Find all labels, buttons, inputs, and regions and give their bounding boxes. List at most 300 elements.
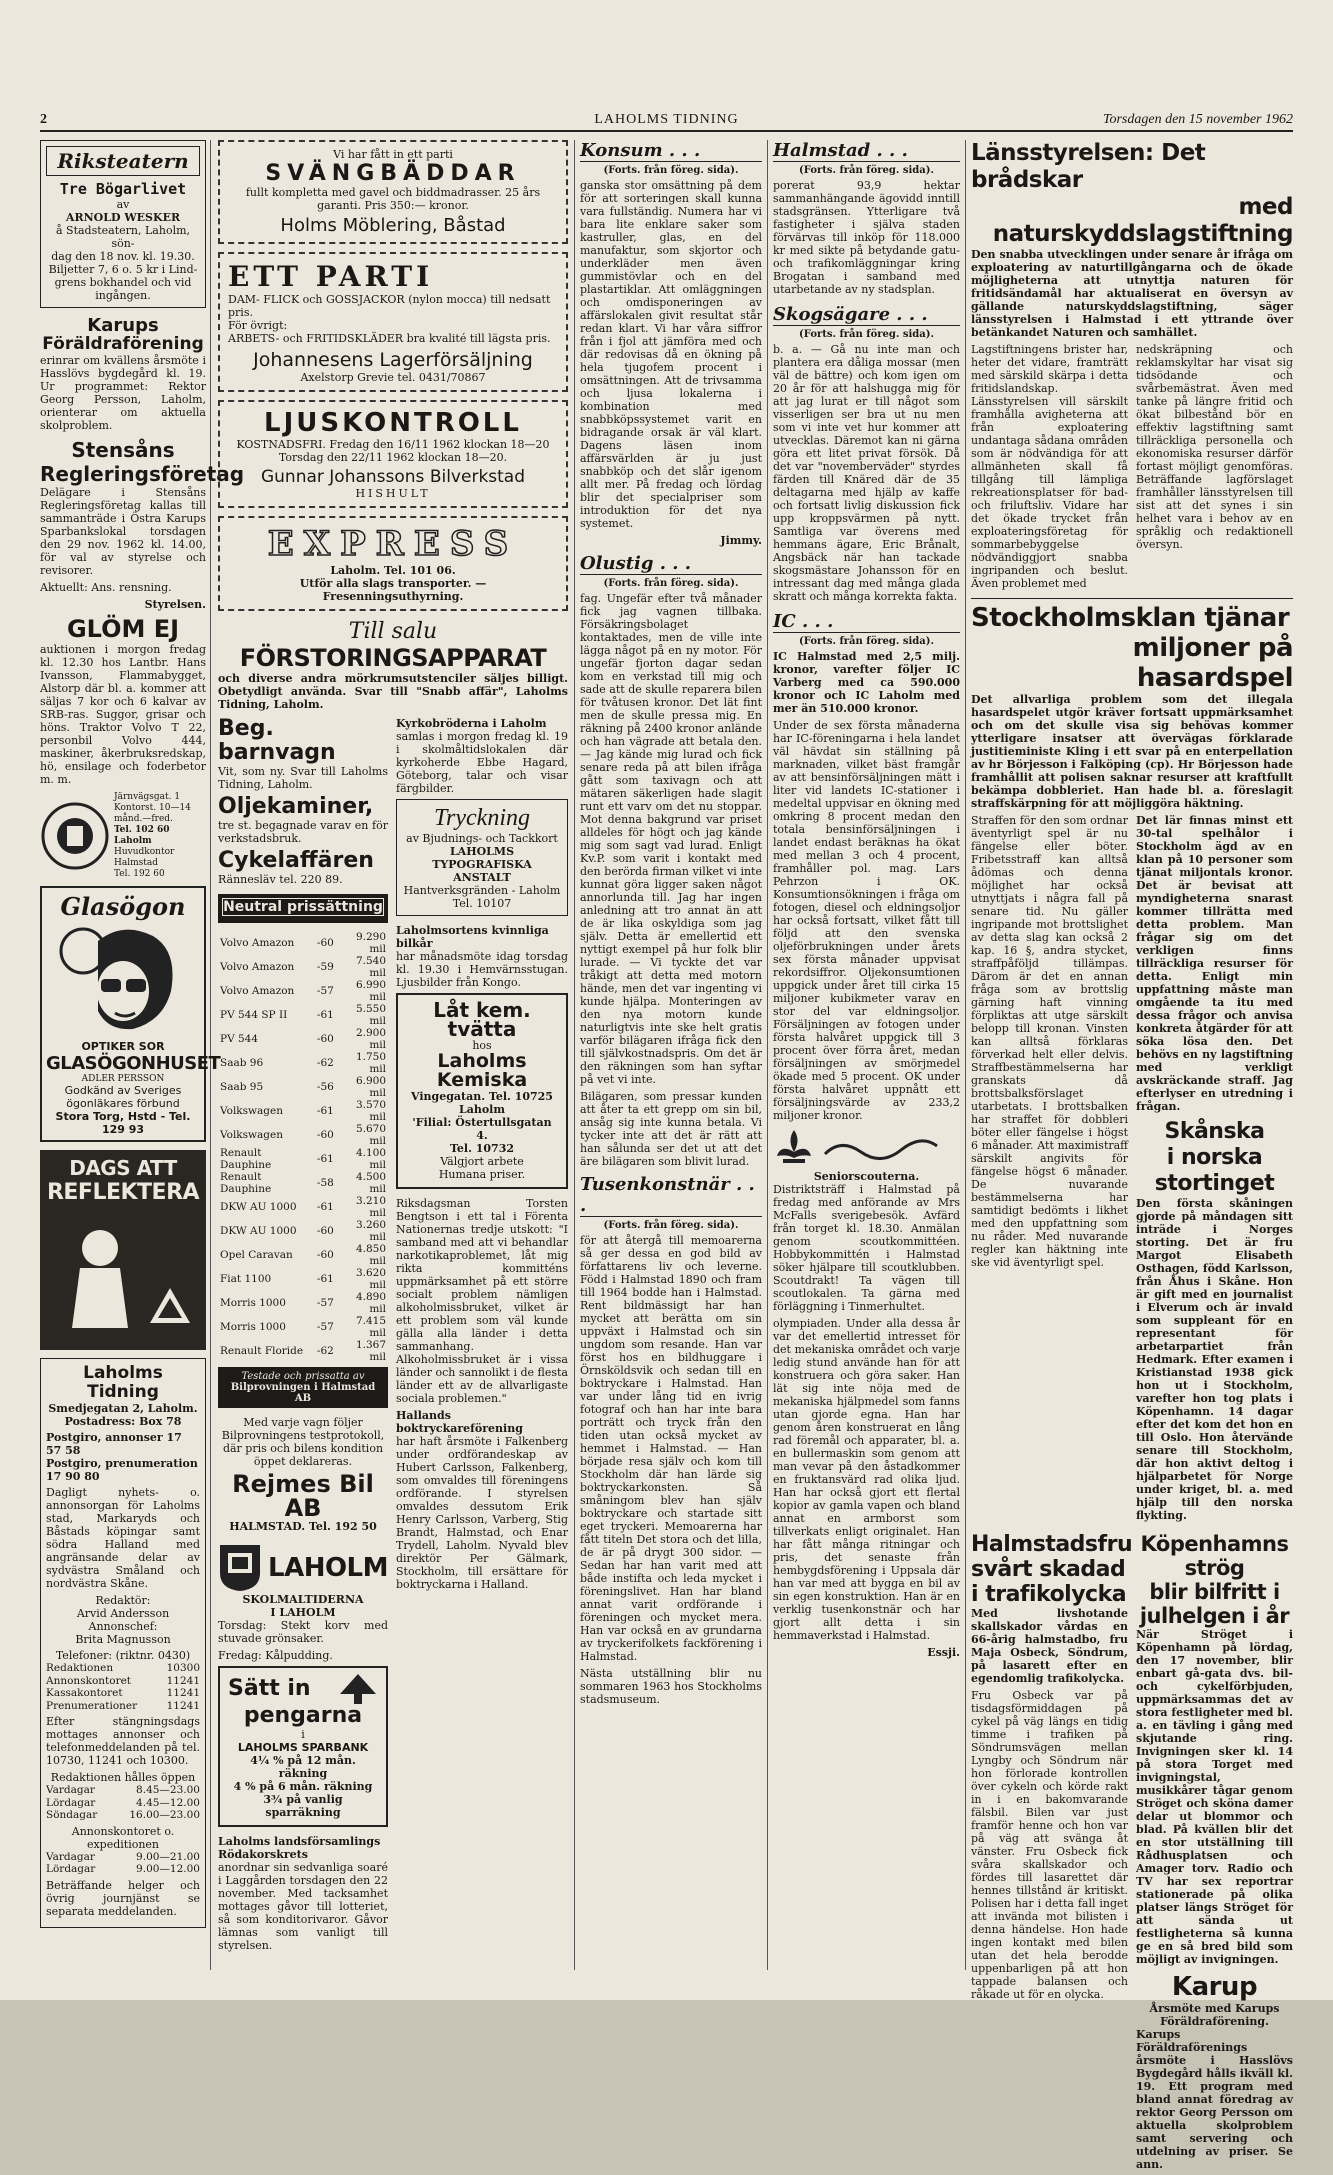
hours-label: Söndagar [46, 1809, 98, 1821]
car-model: Volvo Amazon [220, 985, 295, 997]
forsakring-line: Halmstad [114, 858, 158, 868]
bilkar-title: Laholmsortens kvinnliga bilkår [396, 924, 549, 950]
konsum-head [580, 140, 762, 162]
page-number: 2 [40, 112, 47, 127]
ljuskontroll-line: KOSTNADSFRI. Fredag den 16/11 1962 klockan 18—20 [236, 438, 550, 451]
tidning-info [40, 1358, 206, 1928]
skanska-subtitle: i norska [1166, 1145, 1263, 1170]
riksteatern-line: grens bokhandel och vid [54, 276, 192, 289]
car-mileage: 3.570 mil [355, 1099, 386, 1123]
car-year: -60 [316, 937, 334, 949]
car-mileage: 9.290 mil [355, 931, 386, 955]
forsakring-line: Huvudkontor [114, 847, 175, 857]
tidning-footer: Beträffande helger och övrig journjänst se separata meddelanden. [46, 1878, 200, 1918]
tusen-tail: Nästa utställning blir nu sommaren 1963 hos Stockholms stadsmuseum. [580, 1667, 762, 1706]
tidning-desc: Dagligt nyhets- o. annonsorgan för Laholms stad, Markaryds och Båstads köpingar samt södra Halland med angränsande delar av sydvästra Småland och nordvästra Skåne. [46, 1486, 200, 1590]
skog-title: Skogsägare . . . [773, 304, 928, 325]
kemiska-line: hos [472, 1039, 492, 1052]
car-mileage: 3.260 mil [355, 1219, 386, 1243]
col5-lower [971, 1532, 1293, 2175]
stock-article [971, 598, 1293, 1526]
car-year: -62 [316, 1345, 334, 1357]
glasogon-title: Glasögon [60, 892, 186, 921]
car-price-row [218, 1075, 388, 1099]
hours-label: Vardagar [46, 1784, 95, 1796]
tusen-body: för att återgå till memoarerna så ger dessa en god bild av författarens liv och leverne. Född i Halmstad 1890 och fram till 1964 bodde han i Halmstad. Rent bildmässigt har han mycket att berätta om sin uppväxt i Halmstad och sin ungdom som resande. Han var först hos en bildhuggare i Örnsköldsvik och sedan till en boktryckare i Halmstad. Han var under lång tid en ivrig fotograf och han har inte bara porträtt och tryck från den tiden utan också mycket av hemmet i Halmstad. — Han började resa själv och kom till Stockholm där han lärde sig boktryckarkonsten. Så småningom blev han själv boktryckare och startade sitt eget tryckeri. Memoarerna har fått titeln Det stora och det lilla, de är på drygt 300 sidor. — Sedan har han varit med att både instifta och leda mycket i föreningslivet. Han har bland annat varit ordförande i föreningen och mycket mera. Han var också en av grundarna av tryckerifolkets fackförening i Halmstad. [580, 1234, 762, 1663]
tidning-address: Smedjegatan 2, Laholm. [48, 1402, 198, 1415]
car-price-row [218, 1267, 388, 1291]
skolmaltider-line: Fredag: Kålpudding. [218, 1649, 333, 1662]
car-year: -57 [316, 1297, 334, 1309]
tidning-title: Laholms Tidning [83, 1363, 163, 1402]
tidning-tel-list [46, 1662, 200, 1712]
ljuskontroll-ad [218, 400, 568, 508]
tryckning-line: Hantverksgränden - Laholm [403, 884, 561, 897]
car-mileage: 5.550 mil [355, 1003, 386, 1027]
car-mileage: 5.670 mil [355, 1123, 386, 1147]
skanska-body: Den första skåningen gjorde på måndagen sitt inträde i Norges storting. Det är fru Margot Elisabeth Osthagen, född Karlsson, från Åhus i Skåne. Hon är gift med en journalist i Elverum och är invald som suppleant för en representant för arbetarpartiet från Hedmark. Efter examen i Kristianstad 1938 gick hon ut i Stockholm, varefter hon tog plats i Köpenhamn. 14 dagar efter det kom det hon en till Oslo. Hon återvände senare till Stockholm, där hon aktivt deltog i hjälparbetet för Norge under kriget, bl. a. med hjälp till den norska flykting. [1136, 1197, 1293, 1522]
tryckning-ad [396, 799, 568, 916]
car-mileage: 7.540 mil [355, 955, 386, 979]
car-model: Saab 95 [220, 1081, 264, 1093]
hallands-title: Hallands boktryckareförening [396, 1409, 523, 1435]
scout-lily-icon [773, 1128, 815, 1170]
ljuskontroll-title: LJUSKONTROLL [264, 408, 522, 438]
ettparti-line: DAM- FLICK och GOSSJACKOR (nylon mocca) till nedsatt pris. [228, 293, 551, 319]
stensans-title: Stensåns [71, 438, 175, 462]
tel-row [46, 1687, 200, 1700]
halmfru-lead: Med livshotande skallskador vårdas en 66-årig halmstadbo, fru Maja Osbeck, Söndrum, på lasarett efter en egendomlig trafikolycka. [971, 1607, 1128, 1685]
halmfru-subtitle2: i trafikolycka [971, 1582, 1127, 1607]
scout-body2: olympiaden. Under alla dessa år var det emellertid intresset för det mekaniska området och varje ledig stund använde han för att konstruera och göra saker. Han lät sig inte nöja med de mekaniska hjälpmedel som fanns utan gjorde egna. Han har genom åren konstruerat en lång rad föremål och apparater, bl. a. en bullermaskin som genom att man vevar på den åstadkommer en fruktansvärd rad olika ljud. Han har också gjort ett flertal kopior av gamla vapen och bland annat en armborst som tillverkats enligt originalet. Han har fått många ritningar och pris, det senaste från hembygdsförening i Uppsala där han var med att bygga en bil av sin egen konstruktion. Han är en verklig tusenkonstnär och har gjort allt detta i sin hemmaverkstad i Halmstad. [773, 1317, 960, 1642]
glasogon-line: OPTIKER SOR [81, 1040, 165, 1053]
konsum-title: Konsum . . . [580, 140, 701, 161]
halmfru-body: Fru Osbeck var på tisdagsförmiddagen på cykel på väg längs en tidig timme i trafiken på Söndrumsvägen mellan Lyngby och Söndrum när hon förlorade kontrollen över cykeln och körde rakt in i en bakomvarande fälsbil. Bilen var just framför henne och hon var på väg att svänga åt vänster. Fru Osbeck fick svåra skallskador och fördes till lasarettet där hennes tillstånd är kritiskt. Polisen har i detta fall inget att invända mot bilisten i denna händelse. Hon hade ingen kontakt med bilen utan det hela berodde uppenbarligen på att hon tappade balansen och råkade ut för en olycka. [971, 1689, 1128, 2001]
prissattning-title: Neutral prissättning [223, 899, 383, 915]
forsakring-line: månd.—fred. [114, 814, 173, 824]
tidning-box: Postadress: Box 78 [64, 1415, 182, 1428]
oljekaminer-body: tre st. begagnade varav en för verkstadsbruk. [218, 819, 388, 845]
car-price-table [218, 931, 388, 1363]
car-price-row [218, 1123, 388, 1147]
hours-value: 16.00—23.00 [129, 1809, 200, 1821]
riksteatern-ad [40, 140, 206, 308]
forsakring-ad [40, 792, 206, 880]
hours-row [46, 1851, 200, 1864]
forsakring-line: Järnvägsgat. 1 [114, 792, 181, 802]
car-model: DKW AU 1000 [220, 1201, 297, 1213]
kemiska-name: Laholms Kemiska [436, 1050, 528, 1091]
tel-number: 11241 [166, 1687, 200, 1699]
play-author: ARNOLD WESKER [65, 211, 181, 224]
express-tel: Laholm. Tel. 101 06. [330, 564, 456, 577]
sparbank-rate: 4 % på 6 mån. räkning [233, 1780, 373, 1793]
badge-line: Testade och prissatta av [241, 1371, 365, 1382]
badge-line: Bilprovningen i Halmstad AB [230, 1382, 376, 1404]
landsfors-body: anordnar sin sedvanliga soaré i Laggården torsdagen den 22 november. Med tacksamhet mottages gåvor till lotteriet, så som konditorivaror. Gåvor lämnas som vanligt till styrelsen. [218, 1861, 388, 1952]
tel-label: Kassakontoret [46, 1687, 123, 1699]
car-year: -60 [316, 1129, 334, 1141]
car-year: -61 [316, 1009, 334, 1021]
stock-body-a: Straffen för den som ordnar äventyrligt spel är nu fängelse eller böter. Fribetsstraff kan alltså ådömas och denna möjlighet har också utnyttjats i några fall på senare tid. Nu gäller ingripande mot brottslighet av detta slag kan också 2 kap. 16 §, andra stycket, straffpåföljd tillämpas. Därom är det en annan fråga som av brottslig gärning haft vinning förpliktas att utge särskilt belopp till kronan. Vinsten kan alltså förklaras förverkad helt eller delvis. Straffbestämmelserna har granskats då brottsbalksförslaget utarbetats. I brottsbalken har straffet för dobbleri böter eller fängelse i högst 6 månader. Att maximistraff särskilt angivits för fängelse högst 6 månader. De nuvarande bestämmelserna har samtidigt bedömts i likhet med den uppfattning som nu råder. Med nuvarande regler kan häktning inte ske vid äventyrligt spel. [971, 814, 1128, 1269]
car-model: PV 544 [220, 1033, 259, 1045]
skolmaltider-line: Torsdag: Stekt korv med stuvade grönsaker. [218, 1619, 388, 1645]
kopenhamn-title: Köpenhamns strög [1140, 1532, 1289, 1580]
hours-row [46, 1863, 200, 1876]
kemiska-line: Laholm [458, 1103, 505, 1116]
tidning-adchief-label: Annonschef: [88, 1620, 158, 1633]
stock-lead: Det allvarliga problem som det illegala hasardspelet utgör kräver fortsatt uppmärksamhet och om det skulle visa sig behövas kommer ytterligare insatser att övervägas förklarade justitieministe Kling i ett svar på en enterpellation av hr Börjesson i Falköping (cp). Hr Börjesson hade framhållit att polisen saknar resurser att kraftfullt bekämpa dobbleriet. Han hade bl. a. föreslagit straffskärpning för att möjliggöra häktning. [971, 693, 1293, 810]
ljuskontroll-shop: Gunnar Johanssons Bilverkstad [260, 467, 526, 487]
svangbaddar-line: garanti. Pris 350:— kronor. [317, 199, 469, 212]
express-title: EXPRESS [267, 524, 519, 564]
karup-title: Karup [1171, 1972, 1258, 2002]
ljuskontroll-line: Torsdag den 22/11 1962 klockan 18—20. [278, 451, 508, 464]
tryckning-title: Tryckning [434, 805, 530, 831]
header-rule [40, 130, 1293, 132]
tel-label: Redaktionen [46, 1662, 114, 1674]
riksteatern-line: Biljetter 7, 6 o. 5 kr i Lind- [48, 263, 198, 276]
prissattning-ad [218, 894, 388, 923]
car-year: -56 [316, 1081, 334, 1093]
skolmaltider-title: SKOLMALTIDERNA [242, 1593, 364, 1606]
car-model: Fiat 1100 [220, 1273, 272, 1285]
halmfru-subtitle: svårt skadad [971, 1557, 1126, 1582]
ic-lead: IC Halmstad med 2,5 milj. kronor, varefter följer IC Varberg med ca 590.000 kronor och IC Laholm med mer än 510.000 kronor. [773, 650, 960, 715]
tel-label: Annonskontoret [46, 1674, 132, 1687]
lans-body-b: nedskräpning och reklamskyltar har visat sig tidsödande och svårbemästrat. Även med tanke på längre fritid och ökat bilbestånd bör en effektiv lagstiftning samt tillräckliga personella och ekonomiska resurser därför fortast möjligt genomföras. Beträffande lagförslaget framhåller länsstyrelsen till sist att det synes i sin helhet vara i behov av en språklig och redaktionell översyn. [1136, 343, 1293, 551]
ic-head [773, 611, 960, 633]
woman-glasses-icon [53, 921, 193, 1036]
skog-body: b. a. — Gå nu inte man och plantera era dåliga mossar (men väl de bättre) och kom igen om 20 år för att halshugga mig för att jag lurat er till något som visserligen ser bra ut nu men som vi inte vet hur kommer att utvecklas. Däremot kan ni gärna göra ett litet privat försök. Då det var "novemberväder" styrdes färden till Knäred där de 35 deltagarna med hjälp av kaffe och fortsatt livlig diskussion fick upp kroppsvärmen på nytt. Samtliga var överens med hemmans ägare, Eric Brånalt, Angsbäck när han tackade skogsmästare Johansson för en intressant dag med många glada skratt och många korrekta fakta. [773, 343, 960, 603]
riksteatern-title: Riksteatern [46, 146, 200, 176]
car-year: -57 [316, 1321, 334, 1333]
glasogon-line: ögonläkares förbund [66, 1097, 180, 1110]
sparbank-line: Sätt in [228, 1676, 311, 1701]
konsum-forts: (Forts. från föreg. sida). [603, 165, 739, 176]
konsum-sign: Jimmy. [720, 534, 762, 547]
tel-row [46, 1662, 200, 1675]
ettparti-title: ETT PARTI [228, 260, 434, 293]
tusen-forts: (Forts. från föreg. sida). [603, 1220, 739, 1231]
halmstad-body: porerat 93,9 hektar sammanhängande ägovidd inntill stadsgränsen. Ytterligare två fastigheter i själva staden förvärvas till inköp för 118.000 kr med sikte på betydande gatu- och trafikomläggningar kring Brogatan i samband med utarbetande av ny stadsplan. [773, 179, 960, 296]
glom-body: auktionen i morgon fredag kl. 12.30 hos Lantbr. Hans Ivansson, Flammabygget, Alstorp där bl. a. kommer att säljas 7 kor och 6 kalvar av SRB-ras. Suggor, grisar och höns. Traktor Volvo T 22, personbil Volvo 444, maskiner, åkerbruksredskap, hö, ensilage och foderbetor m. m. [40, 643, 206, 786]
rejmes-sub: HALMSTAD. Tel. 192 50 [229, 1520, 377, 1533]
tryckning-line: LAHOLMS TYPOGRAFISKA ANSTALT [432, 845, 532, 884]
car-mileage: 4.890 mil [355, 1291, 386, 1315]
olustig-tail: Bilägaren, som pressar kunden att åter ta ett grepp om sin bil, ansåg sig inte kunna betala. Vi tycker inte att det är rätt att han sålunda ser det ut att det äre bilägaren som blivit lurad. [580, 1090, 762, 1168]
kopenhamn-subtitle: blir bilfritt i [1149, 1580, 1280, 1604]
stock-right [1136, 814, 1293, 1526]
tidning-anntid-label: Annonskontoret o. expeditionen [71, 1824, 175, 1851]
hours-row [46, 1809, 200, 1822]
kemiska-line: Låt kem. tvätta [433, 998, 531, 1041]
halmfru-article [971, 1532, 1133, 2175]
car-model: Renault Dauphine [220, 1147, 272, 1171]
car-price-row [218, 1051, 388, 1075]
car-year: -58 [316, 1177, 334, 1189]
svangbaddar-title: SVÄNGBÄDDAR [265, 161, 521, 186]
ettparti-line: ARBETS- och FRITIDSKLÄDER bra kvalité till lägsta pris. [228, 332, 551, 345]
ic-body: Under de sex första månaderna har IC-föreningarna i hela landet väl hävdat sin ställning på marknaden, vilket bäst framgår av att bensinförsäljningen mätt i liter vid landets IC-stationer i medeltal uppvisar en ökning med omkring 8 procent medan den totala bensinförsäljningen i landet endast beräknas ha ökat med mellan 3 och 4 procent, framhåller pol. mag. Lars Pehrzon i OK. Konsumtionsökningen i fråga om fotogen, diesel och eldningsoljor har också fortsatt, vilket fått till följd att den svenska oljeförbrukningen under årets sex första månader uppvisat rekordsiffror. Oljekonsumtionen uppgick under året till cirka 15 miljoner kubikmeter varav en stor del var eldningsoljor. Försäljningen av fotogen under första halvåret uppgick till 3 procent över förra året, medan försäljningen av smörjmedel ökade med 5 procent. OK under första halvåret uppnått ett försäljningsvärde av 233,2 miljoner kronor. [773, 719, 960, 1122]
skolmaltider-sub: I LAHOLM [270, 1606, 336, 1619]
column-4 [773, 140, 960, 1970]
kemiska-line: Vingegatan. Tel. 10725 [411, 1090, 553, 1103]
tidning-editor: Arvid Andersson [76, 1607, 170, 1620]
ettparti-ad [218, 252, 568, 392]
tryckning-line: Tel. 10107 [452, 897, 512, 910]
tusen-head [580, 1174, 762, 1217]
car-mileage: 3.620 mil [355, 1267, 386, 1291]
car-model: DKW AU 1000 [220, 1225, 297, 1237]
tillsalu-item: FÖRSTORINGSAPPARAT [239, 644, 547, 672]
tillsalu-body: och diverse andra mörkrumsutstenciler säljes billigt. Obetydligt använda. Svar till "Snabb affär", Laholms Tidning, Laholm. [218, 672, 568, 711]
column-divider [965, 140, 966, 1970]
car-year: -60 [316, 1249, 334, 1261]
glasogon-address: Stora Torg, Hstd - Tel. 129 93 [55, 1110, 191, 1136]
halmfru-title: Halmstadsfru [971, 1532, 1133, 1557]
car-model: Volvo Amazon [220, 961, 295, 973]
bilkar-body: har månadsmöte idag torsdag kl. 19.30 i Hemvärnsstugan. Ljusbilder från Kongo. [396, 950, 568, 989]
skog-head [773, 304, 960, 326]
kemiska-line: 'Filial: Östertullsgatan 4. [412, 1116, 552, 1142]
car-mileage: 6.900 mil [355, 1075, 386, 1099]
hours-label: Vardagar [46, 1850, 95, 1863]
reflex-subtitle: REFLEKTERA [46, 1180, 200, 1205]
column-divider [767, 140, 768, 1970]
lans-subtitle: med naturskyddslagstiftning [992, 194, 1293, 247]
forsakring-line: Kontorst. 10—14 [114, 803, 191, 813]
kopenhamn-article [1136, 1532, 1293, 2175]
tidning-postgiro: Postgiro, annonser 17 57 58 [46, 1431, 182, 1457]
car-year: -61 [316, 1273, 334, 1285]
rejmes-title: Rejmes Bil AB [232, 1470, 374, 1522]
car-model: Morris 1000 [220, 1321, 286, 1333]
karups-subtitle: Föräldraförening [42, 334, 204, 354]
hours-value: 9.00—12.00 [136, 1863, 200, 1875]
tel-number: 10300 [166, 1662, 200, 1674]
stock-columns [971, 814, 1293, 1526]
stock-subtitle: miljoner på hasardspel [1132, 633, 1293, 693]
car-year: -61 [316, 1201, 334, 1213]
column-divider [574, 140, 575, 1970]
stock-body-b: Det lär finnas minst ett 30-tal spelhålor i Stockholm ägd av en klan på 10 personer som tjänat miljontals kronor. Det är bevisat att myndigheterna snarast kommer tillrätta med detta problem. Man frågar sig om det verkligen finns tillräckliga resurser för detta. Enligt min uppfattning måste man omgående ta itu med dessa frågor och anvisa konkreta åtgärder för att söka lösa den. Det behövs en ny lagstiftning med verkligt avskräckande straff. Jag efterlyser en utredning i frågan. [1136, 814, 1293, 1113]
car-model: Volkswagen [220, 1105, 283, 1117]
tryckning-line: av Bjudnings- och Tackkort [406, 832, 558, 845]
paper-name: LAHOLMS TIDNING [594, 112, 739, 127]
olustig-forts: (Forts. från föreg. sida). [603, 578, 739, 589]
tree-icon [338, 1674, 378, 1704]
hours-value: 8.45—23.00 [136, 1784, 200, 1796]
sparbank-rate: 3¾ på vanlig sparräkning [263, 1793, 343, 1819]
glasogon-shop: GLASÖGONHUSET [46, 1053, 221, 1074]
kemiska-line: Välgjort arbete [440, 1155, 524, 1168]
sparbank-line: i [301, 1728, 305, 1741]
car-model: Saab 96 [220, 1057, 264, 1069]
car-mileage: 4.850 mil [355, 1243, 386, 1267]
car-mileage: 7.415 mil [355, 1315, 386, 1339]
car-price-row [218, 1195, 388, 1219]
skanska-title: Skånska [1164, 1119, 1265, 1144]
riksteatern-line: å Stadsteatern, Laholm, sön- [55, 224, 191, 250]
ic-forts: (Forts. från föreg. sida). [799, 636, 934, 647]
ettparti-line: För övrigt: [228, 319, 288, 332]
car-year: -62 [316, 1057, 334, 1069]
issue-date: Torsdagen den 15 november 1962 [1102, 112, 1293, 127]
ljuskontroll-place: HISHULT [355, 487, 431, 500]
sparbank-rate: 4¼ % på 12 mån. räkning [250, 1754, 356, 1780]
car-year: -61 [316, 1105, 334, 1117]
column-5 [971, 140, 1293, 2171]
olustig-title: Olustig . . . [580, 553, 692, 574]
car-price-row [218, 1003, 388, 1027]
forsakring-place: Laholm [114, 836, 152, 846]
kyrko-title: Kyrkobröderna i Laholm [396, 717, 547, 730]
car-year: -61 [316, 1153, 334, 1165]
cykelaffaren-title: Cykelaffären [218, 848, 374, 873]
play-by: av [116, 198, 130, 211]
hours-row [46, 1784, 200, 1797]
kopenhamn-body: När Ströget i Köpenhamn på lördag, den 17 november, blir enbart gå-gata dvs. bil- och cykelförbjuden, uppmärksammas det av stora festligheter med bl. a. en tävling i gång med skjutande ring. Invigningen sker kl. 14 på stora Torget med invigningstal, musikkårer tågar genom Ströget och sköna damer delar ut blommor och blad. På kvällen blir det en stor utställning till Rådhusplatsen och Amager torv. Radio och TV har sex reportrar stationerade på olika platser längs Ströget för att sända ut festligheterna så kunna ge en så bred bild som möjligt av invigningen. [1136, 1628, 1293, 1966]
car-price-row [218, 1219, 388, 1243]
ettparti-shop: Johannesens Lagerförsäljning [253, 349, 533, 371]
hours-label: Lördagar [46, 1796, 96, 1809]
car-model: Renault Dauphine [220, 1171, 272, 1195]
halmstad-title: Halmstad . . . [773, 140, 908, 161]
tillsalu-title: Till salu [348, 619, 438, 644]
child-reflector-icon [40, 1208, 206, 1348]
svangbaddar-ad [218, 140, 568, 244]
scout-wordmark-icon [821, 1136, 941, 1162]
bilprovningen-badge [218, 1367, 388, 1408]
forsakring-tel: Tel. 102 60 [114, 825, 170, 835]
car-year: -60 [316, 1033, 334, 1045]
karup-sub: Årsmöte med Karups Föräldraförening. [1149, 2002, 1280, 2028]
reflex-ad [40, 1150, 206, 1350]
landsfors-title: Laholms landsförsamlings Rödakorskrets [218, 1835, 381, 1861]
car-price-row [218, 1339, 388, 1363]
car-price-row [218, 1147, 388, 1171]
col2-left [218, 717, 388, 1956]
ic-title: IC . . . [773, 611, 834, 632]
lans-title: Länsstyrelsen: Det brådskar [971, 140, 1206, 193]
kopenhamn-subtitle2: julhelgen i år [1139, 1604, 1290, 1628]
stensans-body: Delägare i Stensåns Regleringsföretag kallas till sammanträde i Östra Karups Sparbankslokal torsdagen den 29 nov. 1962 kl. 14.00, för val av styrelse och revisorer. [40, 486, 206, 577]
kyrko-body: samlas i morgon fredag kl. 19 i skolmåltidslokalen där kyrkoherde Ebbe Hagard, Göteborg, talar och visar färgbilder. [396, 730, 568, 795]
express-line: Utför alla slags transporter. — Fresenningsuthyrning. [299, 577, 487, 603]
karups-title: Karups [87, 315, 159, 336]
tidning-adchief: Brita Magnusson [75, 1633, 171, 1646]
express-ad [218, 516, 568, 611]
olustig-head [580, 553, 762, 575]
tidning-postgiro: Postgiro, prenumeration 17 90 80 [46, 1457, 198, 1483]
hours-value: 9.00—21.00 [136, 1850, 200, 1863]
lans-body-a: Lagstiftningens brister har, heter det vidare, framträtt med särskild skärpa i detta fritidslandskap. Länsstyrelsen vill särskilt framhålla avigheterna att från exploatering undantaga sådana områden som är nödvändiga för att allmänheten skall få tillgång till lämpliga rekreationsplatser för bad- och friluftsliv. Vidare har det ökade trycket från exploateringsföretag för sommarbebyggelse nödvändiggjort snabba ingripanden och beslut. Även problemet med [971, 343, 1128, 590]
car-model: Volvo Amazon [220, 937, 295, 949]
car-mileage: 4.100 mil [355, 1147, 386, 1171]
hours-value: 4.45—12.00 [136, 1796, 200, 1809]
car-model: Volkswagen [220, 1129, 283, 1141]
car-model: Renault Floride [220, 1345, 304, 1357]
col2-right [396, 717, 568, 1956]
car-price-row [218, 955, 388, 979]
tusen-title: Tusenkonstnär . . . [580, 1174, 755, 1216]
column-2 [218, 140, 568, 1970]
car-price-row [218, 979, 388, 1003]
tidning-tel-label: Telefoner: (riktnr. 0430) [55, 1649, 191, 1662]
lans-columns [971, 343, 1293, 594]
halmstad-head [773, 140, 960, 162]
cykelaffaren-sub: Rännesläv tel. 220 89. [218, 873, 343, 886]
prissattning-foot: Med varje vagn följer Bilprovningens testprotokoll, där pris och bilens kondition öppet deklareras. [221, 1416, 385, 1468]
scout-sign: Essji. [927, 1646, 960, 1659]
car-year: -59 [316, 961, 334, 973]
laholm-name: LAHOLM [268, 1553, 388, 1583]
reflex-title: DAGS ATT [69, 1156, 177, 1180]
car-price-row [218, 1291, 388, 1315]
karups-body: erinrar om kvällens årsmöte i Hasslövs bygdegård kl. 19. Ur programmet: Rektor Georg Persson, Laholm, orienterar om aktuella skolproblem. [40, 354, 206, 432]
car-mileage: 2.900 mil [355, 1027, 386, 1051]
col2-lower [218, 717, 568, 1956]
halmstad-forts: (Forts. från föreg. sida). [799, 165, 934, 176]
tidning-redtid-label: Redaktionen hålles öppen [50, 1771, 196, 1784]
tel-label: Prenumerationer [46, 1699, 138, 1712]
svangbaddar-shop: Holms Möblering, Båstad [280, 215, 506, 236]
scout-sub: Seniorscouterna. [813, 1170, 920, 1183]
kemiska-line: Humana priser. [438, 1168, 526, 1181]
scout-head [773, 1128, 960, 1170]
skanska-subtitle2: stortinget [1154, 1171, 1275, 1196]
glasogon-line: ADLER PERSSON [81, 1074, 165, 1084]
barnvagn-body: Vit, som ny. Svar till Laholms Tidning, Laholm. [218, 765, 388, 791]
forsakring-line: Tel. 192 60 [114, 869, 165, 879]
laholm-crest-icon [218, 1543, 262, 1593]
glom-title: GLÖM EJ [66, 615, 180, 643]
car-mileage: 4.500 mil [355, 1171, 386, 1195]
tel-number: 11241 [166, 1674, 200, 1687]
glasogon-line: Godkänd av Sveriges [64, 1084, 182, 1097]
forsakring-info [114, 792, 191, 880]
kemiska-ad [396, 993, 568, 1189]
karup-body: Karups Föräldraförenings årsmöte i Hasslövs Bygdegård hålls ikväll kl. 19. Ett program med bland annat föredrag av rektor Georg Persson om aktuella skolproblem samt servering och utdelning av priser. Se ann. [1136, 2028, 1293, 2171]
page-header [40, 108, 1293, 130]
scout-body: Distriktsträff i Halmstad på fredag med anförande av Mrs McFalls sverigebesök. Avfärd från torget kl. 18.30. Anmälan genom scoutkommittéen. Hobbykommittén i Halmstad söker hjälpare till scoutklubben. Scoutdrakt! Ta vägen till scoutlokalen. Ta gärna med förläggning i Tinmerhultet. [773, 1183, 960, 1313]
insurance-seal-icon [40, 801, 110, 871]
car-year: -60 [316, 1225, 334, 1237]
hours-label: Lördagar [46, 1863, 96, 1875]
hallands-body: har haft årsmöte i Falkenberg under ordförandeskap av Hubert Carlsson, Falkenberg, som omvaldes till föreningens ordförande. I styrelsen omvaldes dessutom Erik Henry Carlsson, Varberg, Stig Brandt, Halmstad, och Enar Trydell, Laholm. Nyvald blev direktör Per Gälmark, Stockholm, till ersättare för boktryckarna i Halland. [396, 1435, 568, 1591]
car-price-row [218, 1243, 388, 1267]
svangbaddar-line: fullt kompletta med gavel och biddmadrasser. 25 års [245, 186, 541, 199]
car-price-row [218, 1027, 388, 1051]
stock-title: Stockholmsklan tjänar [971, 603, 1290, 633]
stensans-subtitle: Regleringsföretag [40, 462, 245, 486]
oljekaminer-title: Oljekaminer, [218, 794, 374, 819]
car-price-row [218, 1171, 388, 1195]
stensans-sign: Styrelsen. [144, 598, 206, 611]
hours-row [46, 1797, 200, 1810]
stensans-line: Aktuellt: Ans. rensning. [40, 581, 172, 594]
sparbank-ad [218, 1666, 388, 1827]
tidning-after-hours: Efter stängningsdags mottages annonser och telefonmeddelanden på tel. 10730, 11241 och 10300. [46, 1715, 200, 1767]
car-mileage: 3.210 mil [355, 1195, 386, 1219]
sparbank-name: LAHOLMS SPARBANK [237, 1741, 369, 1754]
laholm-skolmaltider [218, 1543, 388, 1593]
svangbaddar-top: Vi har fått in ett parti [333, 148, 453, 161]
car-model: PV 544 SP II [220, 1009, 288, 1021]
glasogon-ad [40, 886, 221, 1142]
tel-row [46, 1700, 200, 1713]
